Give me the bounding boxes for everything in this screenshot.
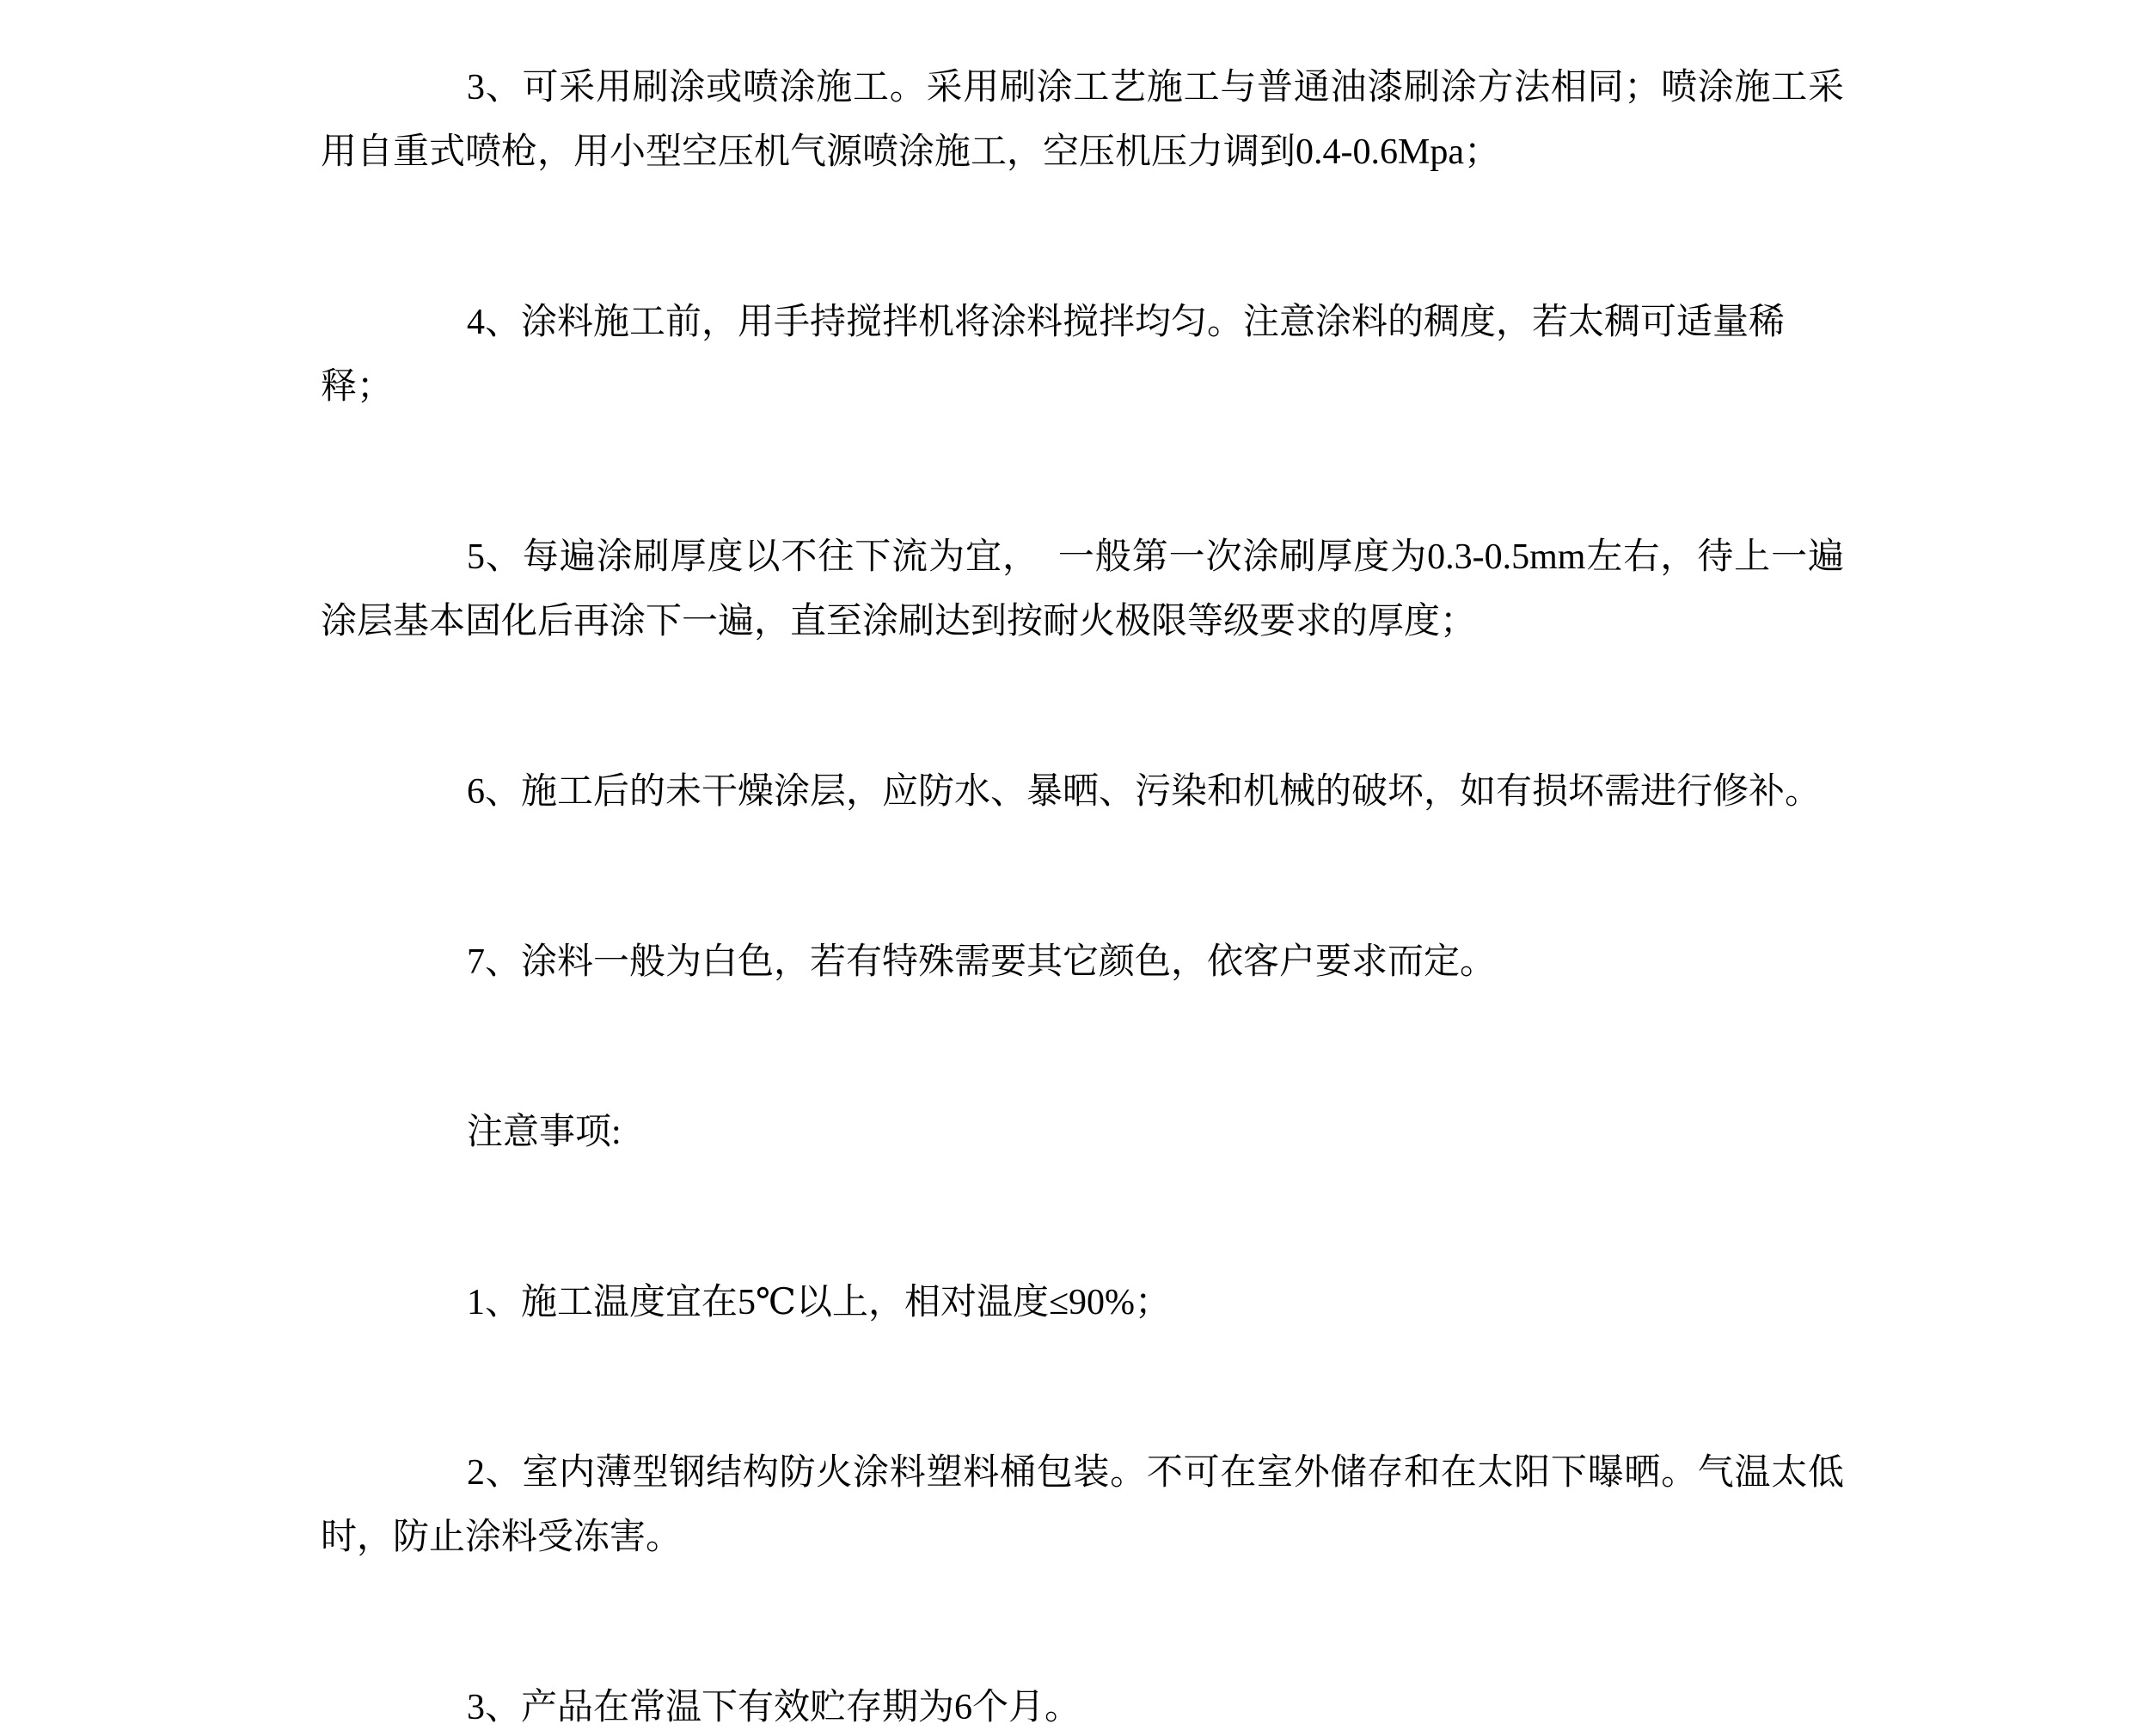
text-line: 3、产品在常温下有效贮存期为6个月。 xyxy=(467,1688,1081,1727)
section-heading: 注意事项: xyxy=(467,1113,622,1152)
paragraph-note-1 xyxy=(321,1271,1844,1335)
text-line: 6、施工后的未干燥涂层，应防水、暴晒、污染和机械的破坏，如有损坏需进行修补。 xyxy=(467,772,1822,812)
text-line: 1、施工温度宜在5℃以上，相对温度≤90%； xyxy=(467,1283,1172,1322)
paragraph-item-7 xyxy=(321,930,1844,995)
text-line: 7、涂料一般为白色，若有特殊需要其它颜色，依客户要求而定。 xyxy=(467,942,1497,982)
notes-heading xyxy=(321,1101,1844,1165)
text-line: 涂层基本固化后再涂下一遍，直至涂刷达到按耐火极限等级要求的厚度； xyxy=(321,602,1477,641)
paragraph-item-4 xyxy=(321,291,1844,420)
paragraph-note-3 xyxy=(321,1676,1844,1736)
text-line: 2、室内薄型钢结构防火涂料塑料桶包装。不可在室外储存和在太阳下曝晒。气温太低 xyxy=(467,1453,1844,1493)
paragraph-item-6 xyxy=(321,760,1844,825)
text-line: 5、每遍涂刷厚度以不往下流为宜， 一般第一次涂刷厚度为0.3-0.5mm左右，待上一遍 xyxy=(467,537,1844,577)
paragraph-note-2 xyxy=(321,1441,1844,1570)
paragraph-item-3 xyxy=(321,56,1844,185)
text-line: 时，防止涂料受冻害。 xyxy=(321,1518,683,1557)
text-line: 用自重式喷枪，用小型空压机气源喷涂施工，空压机压力调到0.4-0.6Mpa； xyxy=(321,132,1500,172)
text-line: 4、涂料施工前，用手持搅拌机将涂料搅拌均匀。注意涂料的稠度，若太稠可适量稀释； xyxy=(321,303,1786,407)
text-line: 3、可采用刷涂或喷涂施工。采用刷涂工艺施工与普通油漆刷涂方法相同；喷涂施工采 xyxy=(467,68,1844,107)
paragraph-item-5 xyxy=(321,525,1844,654)
